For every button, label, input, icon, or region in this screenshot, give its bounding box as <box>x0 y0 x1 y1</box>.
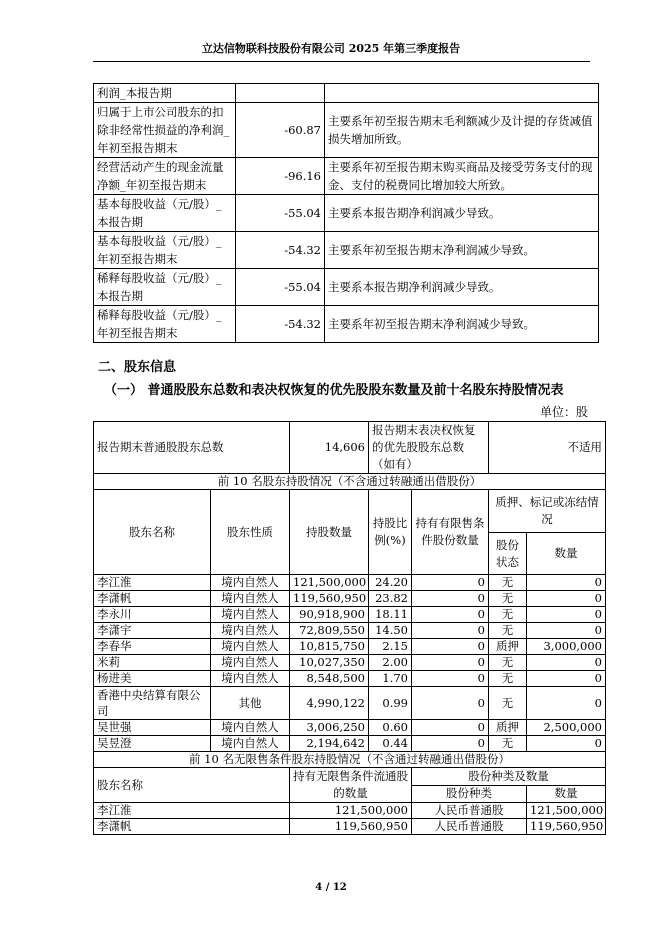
shareholder-table <box>93 421 606 835</box>
unrestricted-row <box>94 819 606 835</box>
change-item: 利润_本报告期 <box>94 84 236 103</box>
holder-restricted: 0 <box>412 623 489 639</box>
change-pct <box>236 84 325 103</box>
holder-row <box>94 623 606 639</box>
change-item: 稀释每股收益（元/股）_本报告期 <box>94 269 236 306</box>
change-item: 归属于上市公司股东的扣除非经常性损益的净利润_年初至报告期末 <box>94 103 236 158</box>
holder-nature: 境内自然人 <box>211 591 290 607</box>
holder-pledge-qty: 0 <box>527 687 606 720</box>
holder-pledge-status: 无 <box>489 591 527 607</box>
holder-shares: 3,006,250 <box>290 720 369 736</box>
change-pct: -54.32 <box>236 232 325 269</box>
holder-ratio: 18.11 <box>369 607 412 623</box>
col-restricted: 持有有限售条件股份数量 <box>412 490 489 575</box>
holder-pledge-qty: 0 <box>527 671 606 687</box>
pref-holders-label: 报告期末表决权恢复的优先股股东总数（如有） <box>369 422 489 474</box>
holder-restricted: 0 <box>412 736 489 752</box>
holder-ratio: 0.44 <box>369 736 412 752</box>
pref-holders-value: 不适用 <box>489 422 606 474</box>
holder-name: 吴世强 <box>94 720 211 736</box>
holder-nature: 境内自然人 <box>211 607 290 623</box>
holder-name: 李潇宇 <box>94 623 211 639</box>
change-item: 基本每股收益（元/股）_本报告期 <box>94 195 236 232</box>
holder-name: 李春华 <box>94 639 211 655</box>
holder-pledge-qty: 3,000,000 <box>527 639 606 655</box>
ucol-held: 持有无限售条件流通股的数量 <box>290 768 412 803</box>
holder-restricted: 0 <box>412 720 489 736</box>
holder-shares: 119,560,950 <box>290 591 369 607</box>
holder-pledge-status: 无 <box>489 736 527 752</box>
holder-pledge-status: 无 <box>489 687 527 720</box>
holder-pledge-status: 无 <box>489 623 527 639</box>
holder-ratio: 2.00 <box>369 655 412 671</box>
section-title: 二、股东信息 <box>98 360 177 375</box>
holder-name: 李江淮 <box>94 575 211 591</box>
top10-caption: 前 10 名股东持股情况（不含通过转融通出借股份） <box>94 474 606 490</box>
holder-name: 李潇帆 <box>94 591 211 607</box>
holder-shares: 10,815,750 <box>290 639 369 655</box>
holder-shares: 4,990,122 <box>290 687 369 720</box>
change-row <box>94 269 599 306</box>
holder-pledge-qty: 0 <box>527 736 606 752</box>
total-holders-value: 14,606 <box>290 422 369 474</box>
change-row <box>94 306 599 343</box>
holder-restricted: 0 <box>412 607 489 623</box>
holder-restricted: 0 <box>412 575 489 591</box>
total-holders-label: 报告期末普通股股东总数 <box>94 422 290 474</box>
page-header: 立达信物联科技股份有限公司 2025 年第三季度报告 <box>201 42 461 55</box>
col-nature: 股东性质 <box>211 490 290 575</box>
holder-row <box>94 720 606 736</box>
unrestricted-row <box>94 803 606 819</box>
holder-pledge-qty: 0 <box>527 623 606 639</box>
change-reason: 主要系本报告期净利润减少导致。 <box>325 269 599 306</box>
holder-shares: 72,809,550 <box>290 623 369 639</box>
col-pledge-group: 质押、标记或冻结情况 <box>489 490 606 533</box>
header-divider <box>93 61 590 62</box>
holder-shares: 10,027,350 <box>290 655 369 671</box>
change-reason: 主要系年初至报告期末净利润减少导致。 <box>325 306 599 343</box>
change-reason: 主要系本报告期净利润减少导致。 <box>325 195 599 232</box>
holder-ratio: 0.99 <box>369 687 412 720</box>
holder-name: 李永川 <box>94 607 211 623</box>
change-pct: -60.87 <box>236 103 325 158</box>
holder-shares: 121,500,000 <box>290 575 369 591</box>
holder-pledge-qty: 0 <box>527 607 606 623</box>
section-subtitle: （一） 普通股股东总数和表决权恢复的优先股股东数量及前十名股东持股情况表 <box>104 383 564 398</box>
holder-pledge-status: 无 <box>489 655 527 671</box>
unrestricted-type: 人民币普通股 <box>412 819 527 835</box>
holder-row <box>94 591 606 607</box>
change-reason-table <box>93 83 599 343</box>
unrestricted-qty: 121,500,000 <box>527 803 606 819</box>
holder-pledge-qty: 0 <box>527 591 606 607</box>
change-pct: -55.04 <box>236 195 325 232</box>
unrestricted-name: 李潇帆 <box>94 819 290 835</box>
holder-ratio: 23.82 <box>369 591 412 607</box>
unrestricted-held: 119,560,950 <box>290 819 412 835</box>
change-reason: 主要系年初至报告期末购买商品及接受劳务支付的现金、支付的税费同比增加较大所致。 <box>325 158 599 195</box>
holder-restricted: 0 <box>412 687 489 720</box>
holder-pledge-qty: 0 <box>527 655 606 671</box>
ucol-type: 股份种类 <box>412 785 527 803</box>
holder-row <box>94 671 606 687</box>
change-reason: 主要系年初至报告期末净利润减少导致。 <box>325 232 599 269</box>
holder-pledge-status: 质押 <box>489 720 527 736</box>
unrestricted-name: 李江淮 <box>94 803 290 819</box>
holder-restricted: 0 <box>412 671 489 687</box>
ucol-name: 股东名称 <box>94 768 290 803</box>
holder-nature: 境内自然人 <box>211 575 290 591</box>
change-item: 基本每股收益（元/股）_年初至报告期末 <box>94 232 236 269</box>
col-shares: 持股数量 <box>290 490 369 575</box>
col-ratio: 持股比例(%) <box>369 490 412 575</box>
holder-pledge-qty: 2,500,000 <box>527 720 606 736</box>
page-number: 4 / 12 <box>315 882 347 893</box>
holder-shares: 90,918,900 <box>290 607 369 623</box>
holder-row <box>94 639 606 655</box>
holder-nature: 其他 <box>211 687 290 720</box>
holder-shares: 8,548,500 <box>290 671 369 687</box>
unrestricted-caption: 前 10 名无限售条件股东持股情况（不含通过转融通出借股份） <box>94 752 606 768</box>
holder-restricted: 0 <box>412 639 489 655</box>
holder-nature: 境内自然人 <box>211 655 290 671</box>
change-reason <box>325 84 599 103</box>
holder-pledge-qty: 0 <box>527 575 606 591</box>
holder-name: 杨进美 <box>94 671 211 687</box>
change-item: 稀释每股收益（元/股）_年初至报告期末 <box>94 306 236 343</box>
change-row <box>94 232 599 269</box>
holder-name: 吴昱澄 <box>94 736 211 752</box>
col-pledge-qty: 数量 <box>527 533 606 575</box>
col-pledge-status: 股份状态 <box>489 533 527 575</box>
unrestricted-qty: 119,560,950 <box>527 819 606 835</box>
holder-row <box>94 687 606 720</box>
ucol-type-group: 股份种类及数量 <box>412 768 606 786</box>
unrestricted-held: 121,500,000 <box>290 803 412 819</box>
change-reason: 主要系年初至报告期末毛利额减少及计提的存货减值损失增加所致。 <box>325 103 599 158</box>
change-item: 经营活动产生的现金流量净额_年初至报告期末 <box>94 158 236 195</box>
holder-pledge-status: 无 <box>489 671 527 687</box>
holder-row <box>94 607 606 623</box>
change-pct: -55.04 <box>236 269 325 306</box>
unrestricted-type: 人民币普通股 <box>412 803 527 819</box>
holder-ratio: 1.70 <box>369 671 412 687</box>
change-pct: -54.32 <box>236 306 325 343</box>
change-row <box>94 103 599 158</box>
holder-ratio: 0.60 <box>369 720 412 736</box>
holder-pledge-status: 无 <box>489 575 527 591</box>
holder-ratio: 14.50 <box>369 623 412 639</box>
holder-ratio: 2.15 <box>369 639 412 655</box>
change-row <box>94 158 599 195</box>
holder-nature: 境内自然人 <box>211 736 290 752</box>
holder-row <box>94 736 606 752</box>
holder-name: 香港中央结算有限公司 <box>94 687 211 720</box>
change-row <box>94 84 599 103</box>
col-name: 股东名称 <box>94 490 211 575</box>
holder-restricted: 0 <box>412 655 489 671</box>
change-row <box>94 195 599 232</box>
change-pct: -96.16 <box>236 158 325 195</box>
holder-restricted: 0 <box>412 591 489 607</box>
holder-nature: 境内自然人 <box>211 639 290 655</box>
holder-row <box>94 655 606 671</box>
holder-nature: 境内自然人 <box>211 720 290 736</box>
holder-shares: 2,194,642 <box>290 736 369 752</box>
holder-nature: 境内自然人 <box>211 671 290 687</box>
holder-name: 米莉 <box>94 655 211 671</box>
holder-ratio: 24.20 <box>369 575 412 591</box>
ucol-qty: 数量 <box>527 785 606 803</box>
holder-pledge-status: 质押 <box>489 639 527 655</box>
unit-label: 单位：股 <box>540 405 589 419</box>
holder-nature: 境内自然人 <box>211 623 290 639</box>
holder-row <box>94 575 606 591</box>
holder-pledge-status: 无 <box>489 607 527 623</box>
